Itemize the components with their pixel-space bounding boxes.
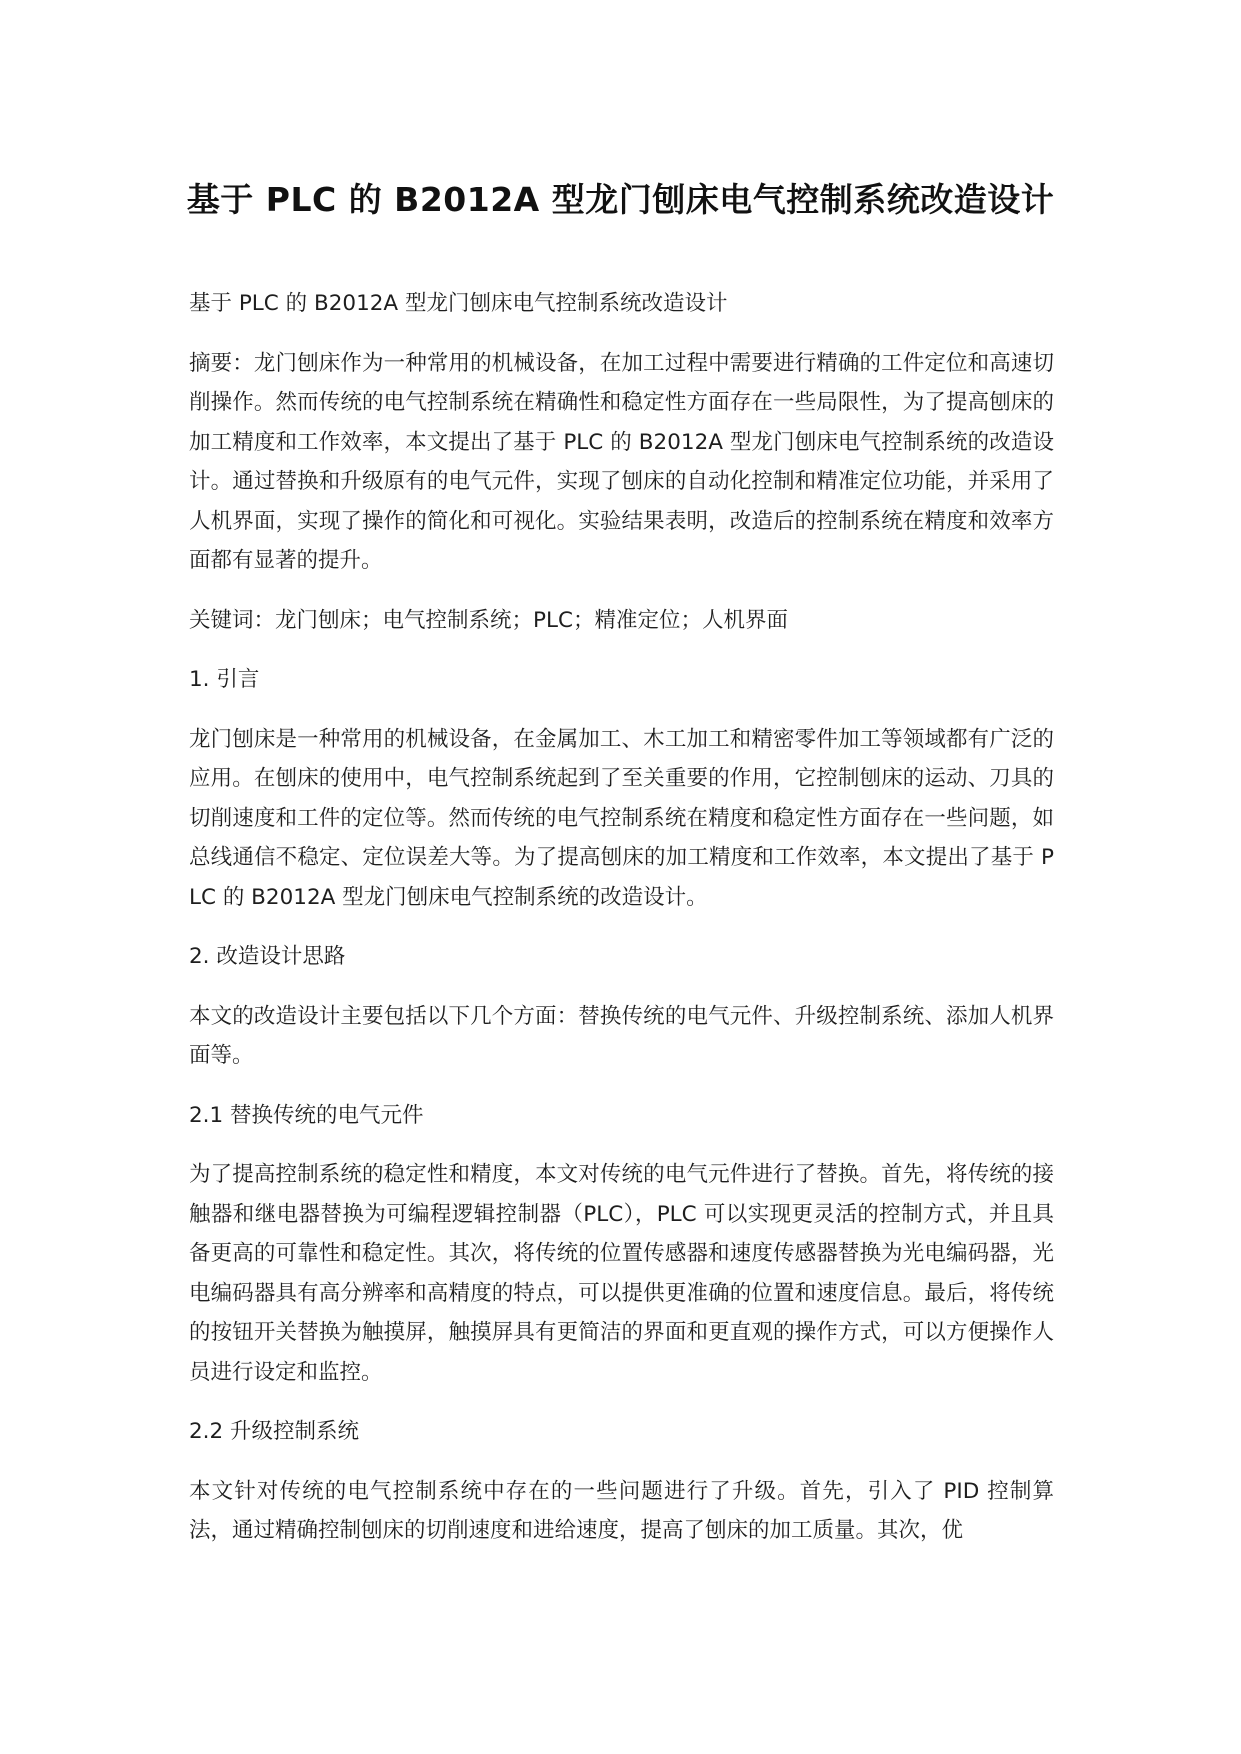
section-paragraph-introduction: 龙门刨床是一种常用的机械设备，在金属加工、木工加工和精密零件加工等领域都有广泛的应用。在刨床的使用中，电气控制系统起到了至关重要的作用，它控制刨床的运动、刀具的切削速度和工件的定位等。然而传统的电气控制系统在精度和稳定性方面存在一些问题，如总线通信不稳定、定位误差大等。为了提高刨床的加工精度和工作效率，本文提出了基于 PLC 的 B2012A 型龙门刨床电气控制系统的改造设计。 xyxy=(189,726,1054,910)
section-paragraph-design-approach: 本文的改造设计主要包括以下几个方面：替换传统的电气元件、升级控制系统、添加人机界面等。 xyxy=(189,1003,1054,1068)
abstract-paragraph: 摘要：龙门刨床作为一种常用的机械设备，在加工过程中需要进行精确的工件定位和高速切削操作。然而传统的电气控制系统在精确性和稳定性方面存在一些局限性，为了提高刨床的加工精度和工作效率，本文提出了基于 PLC 的 B2012A 型龙门刨床电气控制系统的改造设计。通过替换和升级原有的电气元件，实现了刨床的自动化控制和精准定位功能，并采用了人机界面，实现了操作的简化和可视化。实验结果表明，改造后的控制系统在精度和效率方面都有显著的提升。 xyxy=(189,350,1054,573)
document-body xyxy=(189,284,1054,1571)
section-heading-introduction: 1. 引言 xyxy=(189,667,260,692)
document-subtitle: 基于 PLC 的 B2012A 型龙门刨床电气控制系统改造设计 xyxy=(189,291,728,316)
section-heading-upgrade-control: 2.2 升级控制系统 xyxy=(189,1419,360,1444)
section-heading-design-approach: 2. 改造设计思路 xyxy=(189,944,346,969)
keywords-line: 关键词：龙门刨床；电气控制系统；PLC；精准定位；人机界面 xyxy=(189,607,788,633)
section-paragraph-upgrade-control: 本文针对传统的电气控制系统中存在的一些问题进行了升级。首先，引入了 PID 控制算法，通过精确控制刨床的切削速度和进给速度，提高了刨床的加工质量。其次，优 xyxy=(189,1478,1054,1543)
document-title: 基于 PLC 的 B2012A 型龙门刨床电气控制系统改造设计 xyxy=(186,180,1055,219)
section-heading-replace-components: 2.1 替换传统的电气元件 xyxy=(189,1102,424,1128)
section-paragraph-replace-components: 为了提高控制系统的稳定性和精度，本文对传统的电气元件进行了替换。首先，将传统的接触器和继电器替换为可编程逻辑控制器（PLC），PLC 可以实现更灵活的控制方式，并且具备更高的可靠性和稳定性。其次，将传统的位置传感器和速度传感器替换为光电编码器，光电编码器具有高分辨率和高精度的特点，可以提供更准确的位置和速度信息。最后，将传统的按钮开关替换为触摸屏，触摸屏具有更简洁的界面和更直观的操作方式，可以方便操作人员进行设定和监控。 xyxy=(189,1162,1054,1385)
